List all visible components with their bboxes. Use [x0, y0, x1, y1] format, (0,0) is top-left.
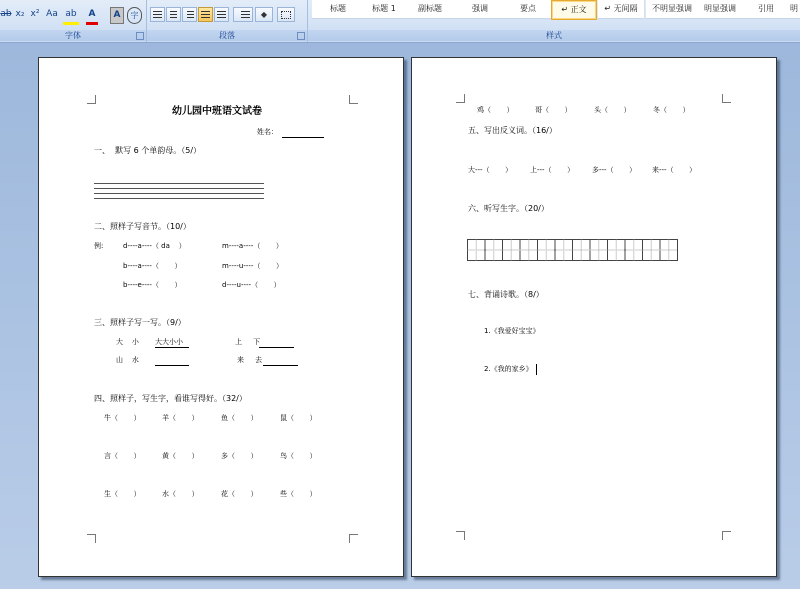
q3-word: 来 去 [237, 356, 263, 364]
style-no-spacing-label: 无间隔 [613, 4, 638, 13]
align-left-button[interactable] [150, 7, 165, 22]
margin-mark-top-right [349, 95, 358, 104]
font-color-button[interactable]: A [86, 7, 98, 25]
change-case-button[interactable]: Aa [46, 9, 58, 19]
char-shading-button[interactable]: A [110, 7, 124, 24]
text-cursor [536, 364, 537, 375]
q3-blank [155, 356, 189, 366]
font-group [0, 0, 147, 42]
q2-cell: m----u----（ ） [222, 262, 284, 270]
style-heading-1[interactable]: 标题 1 [358, 0, 411, 19]
q4-cell: 生（ ） [104, 490, 141, 498]
question-2: 二、照样子写音节。（10/） [94, 222, 191, 231]
subscript-button[interactable]: x₂ [15, 9, 25, 19]
q4-cell: 言（ ） [104, 452, 141, 460]
page-2[interactable] [411, 57, 777, 577]
font-group-label: 字体 [0, 30, 146, 41]
q2-cell: b----a----（ ） [123, 262, 182, 270]
style-normal-marker-icon: ↵ [561, 5, 571, 14]
name-field [257, 128, 324, 138]
style-intense-emphasis[interactable]: 明显强调 [694, 0, 747, 19]
q4-cell: 鱼（ ） [221, 414, 258, 422]
align-center-button[interactable] [166, 7, 181, 22]
page-1[interactable] [38, 57, 404, 577]
q4-cell: 些（ ） [280, 490, 317, 498]
writing-grid [467, 239, 678, 261]
style-normal[interactable] [551, 0, 597, 20]
pinyin-line-2 [94, 188, 264, 189]
justify-button[interactable] [198, 7, 213, 22]
style-subtitle[interactable]: 副标题 [404, 0, 457, 19]
enclose-char-button[interactable]: 字 [127, 7, 142, 24]
paragraph-group [147, 0, 308, 42]
style-no-spacing-marker-icon: ↵ [604, 4, 614, 13]
q3-word: 山 水 [116, 356, 139, 364]
styles-group [308, 0, 800, 42]
q4-cell: 牛（ ） [104, 414, 141, 422]
name-blank [282, 128, 324, 138]
line-spacing-button[interactable] [233, 7, 253, 22]
document-workspace [0, 43, 800, 589]
style-intense-quote[interactable]: 明 [788, 0, 800, 19]
question-4: 四、照样子，写生字，看谁写得好。（32/） [94, 394, 247, 403]
borders-button[interactable] [277, 7, 295, 22]
margin-mark-top-left [456, 94, 465, 103]
style-heading[interactable]: 标题 [312, 0, 365, 19]
ribbon [0, 0, 800, 43]
pinyin-line-4 [94, 198, 264, 199]
q4-cell: 黄（ ） [162, 452, 199, 460]
question-1: 一、 默写 6 个单韵母。（5/） [94, 146, 202, 155]
style-normal-label: 正文 [570, 5, 587, 14]
style-strong[interactable]: 要点 [502, 0, 555, 19]
align-right-button[interactable] [182, 7, 197, 22]
q2-cell: d----u----（ ） [222, 281, 281, 289]
exam-title: 幼儿园中班语文试卷 [172, 106, 262, 117]
distributed-button[interactable] [214, 7, 229, 22]
superscript-button[interactable]: x² [30, 9, 40, 19]
pinyin-line-1 [94, 183, 264, 184]
q4-cell: 鸟（ ） [280, 452, 317, 460]
q5-cell: 上---（ ） [530, 166, 575, 174]
margin-mark-bottom-right [349, 534, 358, 543]
q4-cell: 羊（ ） [162, 414, 199, 422]
style-no-spacing[interactable] [598, 0, 645, 19]
margin-mark-top-left [87, 95, 96, 104]
margin-mark-top-right [722, 94, 731, 103]
q5-cell: 多---（ ） [592, 166, 637, 174]
q4-cell: 水（ ） [162, 490, 199, 498]
q2-example-label: 例: [94, 242, 104, 250]
q3-blank [263, 356, 298, 366]
poem-1: 1.《我爱好宝宝》 [484, 327, 540, 335]
q2-cell: b----e----（ ） [123, 281, 182, 289]
margin-mark-bottom-left [87, 534, 96, 543]
p2-carry-cell: 鸡（ ） [477, 106, 514, 114]
strikethrough-button[interactable]: ab [0, 9, 12, 19]
paragraph-dialog-launcher-icon[interactable] [297, 32, 305, 40]
q5-cell: 来---（ ） [652, 166, 697, 174]
p2-carry-cell: 哥（ ） [535, 106, 572, 114]
paragraph-group-label: 段落 [147, 30, 307, 41]
question-5: 五、写出反义词。（16/） [468, 126, 557, 135]
font-dialog-launcher-icon[interactable] [136, 32, 144, 40]
q4-cell: 鼠（ ） [280, 414, 317, 422]
highlight-button[interactable]: ab [63, 7, 79, 25]
style-emphasis[interactable]: 强调 [454, 0, 507, 19]
q3-blank [259, 338, 294, 348]
margin-mark-bottom-left [456, 531, 465, 540]
q3-word: 大 小 [116, 338, 139, 346]
question-7: 七、背诵诗歌。（8/） [468, 290, 544, 299]
q5-cell: 大---（ ） [468, 166, 513, 174]
margin-mark-bottom-right [722, 531, 731, 540]
q2-cell: d----a----（ da ） [123, 242, 186, 250]
q2-cell: m----a----（ ） [222, 242, 283, 250]
styles-group-label: 样式 [308, 30, 800, 41]
shading-button[interactable]: ◆ [255, 7, 273, 22]
name-label: 姓名： [257, 128, 278, 136]
p2-carry-cell: 头（ ） [594, 106, 631, 114]
q4-cell: 花（ ） [221, 490, 258, 498]
p2-carry-cell: 冬（ ） [653, 106, 690, 114]
question-6: 六、听写生字。（20/） [468, 204, 549, 213]
q3-word: 上 下 [235, 338, 261, 346]
pinyin-line-3 [94, 193, 264, 194]
poem-2: 2.《我的家乡》 [484, 365, 533, 373]
style-quote[interactable]: 引用 [740, 0, 793, 19]
q4-cell: 多（ ） [221, 452, 258, 460]
style-subtle-emphasis[interactable]: 不明显强调 [646, 0, 699, 19]
question-3: 三、照样子写一写。（9/） [94, 318, 186, 327]
q3-answer: 大大小小 [155, 338, 189, 348]
